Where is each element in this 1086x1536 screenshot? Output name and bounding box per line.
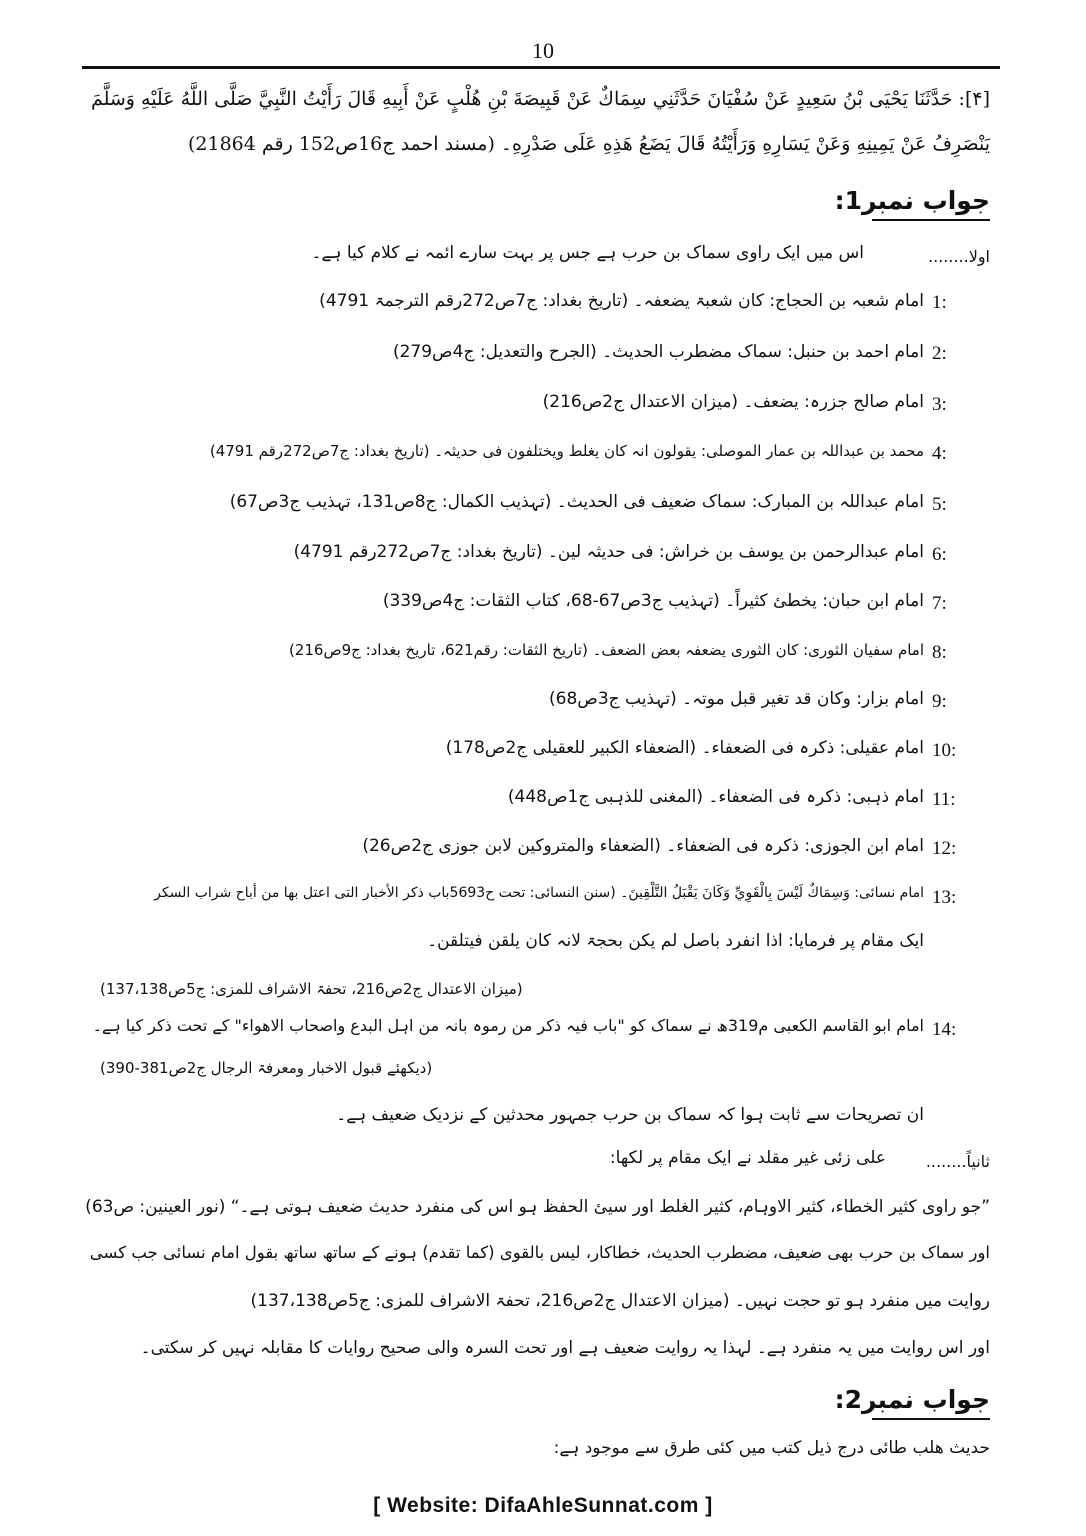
item-number: 6:	[932, 544, 947, 565]
hadith-line-1: [۴]: حَدَّثَنَا يَحْيَى بْنُ سَعِيدٍ عَنْ سُفْيَانَ حَدَّثَنِي سِمَاكٌ عَنْ قَبِيصَةَ بْنِ هُلْبٍ عَنْ أَبِيهِ قَالَ رَأَيْتُ النَّبِيَّ صَلَّى اللَّهُ عَلَيْهِ وَسَلَّمَ	[90, 88, 990, 110]
item14-reference-text: (دیکھئے قبول الاخبار ومعرفۃ الرجال ج2ص381-390)	[100, 1059, 433, 1077]
item-number: 5:	[932, 494, 947, 515]
list-item: امام احمد بن حنبل: سماک مضطرب الحدیث۔ (الجرح والتعدیل: ج4ص279)	[392, 342, 924, 362]
answer2-heading	[835, 1385, 990, 1414]
answer1-heading-underline	[872, 219, 990, 221]
item-number: 14:	[932, 1019, 957, 1040]
item-number: 10:	[932, 740, 957, 761]
item-number: 8:	[932, 642, 947, 663]
list-item: محمد بن عبداللہ بن عمار الموصلی: یقولون انہ کان یغلط ویختلفون فی حدیثہ۔ (تاریخ بغداد: ج7ص272رقم 4791)	[209, 442, 924, 460]
list-item: امام ذہبی: ذکرہ فی الضعفاء۔ (المغنی للذہبی ج1ص448)	[507, 787, 924, 807]
item13-reference-text: (میزان الاعتدال ج2ص216، تحفۃ الاشراف للمزی: ج5ص137،138)	[100, 980, 523, 998]
item13-continuation: ایک مقام پر فرمایا: اذا انفرد باصل لم یکن بحجۃ لانہ کان یلقن فیتلقن۔	[427, 931, 924, 951]
item14-reference	[100, 1059, 966, 1077]
hadith-line-2: يَنْصَرِفُ عَنْ يَمِينِهِ وَعَنْ يَسَارِهِ وَرَأَيْتُهُ قَالَ يَضَعُ هَذِهِ عَلَى صَدْرِهِ۔ (مسند احمد ج16ص152 رقم 21864)	[187, 133, 990, 155]
thaniyan-text: علی زئی غیر مقلد نے ایک مقام پر لکھا:	[609, 1148, 886, 1168]
page-number: 10	[532, 38, 554, 63]
paragraph-1-line-1: اور سماک بن حرب بھی ضعیف، مضطرب الحدیث، خطاکار، لیس بالقوی (کما تقدم) ہونے کے ساتھ ساتھ بقول امام نسائی جب کسی	[89, 1243, 990, 1262]
item-number: 11:	[932, 789, 956, 810]
item13-reference	[100, 980, 966, 998]
item-number: 7:	[932, 593, 947, 614]
list-item: امام ابن حبان: یخطئ کثیراً۔ (تہذیب ج3ص67-68، کتاب الثقات: ج4ص339)	[382, 591, 924, 611]
item-number: 13:	[932, 887, 957, 908]
website-footer: [ Website: DifaAhleSunnat.com ]	[373, 1494, 713, 1517]
conclusion-text: ان تصریحات سے ثابت ہوا کہ سماک بن حرب جمہور محدثین کے نزدیک ضعیف ہے۔	[336, 1105, 924, 1125]
list-item: امام نسائی: وَسِمَاكٌ لَيْسَ بِالْقَوِيِّ وَكَانَ يَقْبَلُ التَّلْقِينَ۔ (سنن النسائی: تحت ح5693باب ذکر الأخبار التی اعتل بھا من أباح شراب السکر	[154, 885, 924, 901]
item-number: 3:	[932, 394, 947, 415]
quote-text: ”جو راوی کثیر الخطاء، کثیر الاوہام، کثیر الغلط اور سیئ الحفظ ہو اس کی منفرد حدیث ضعیف ہوتی ہے۔“ (نور العینین: ص63)	[85, 1197, 990, 1217]
paragraph-1-line-2: روایت میں منفرد ہو تو حجت نہیں۔ (میزان الاعتدال ج2ص216، تحفۃ الاشراف للمزی: ج5ص137،138)	[250, 1291, 990, 1311]
awwalan-text: اس میں ایک راوی سماک بن حرب ہے جس پر بہت سارے ائمہ نے کلام کیا ہے۔	[311, 243, 864, 263]
answer2-heading-underline	[872, 1418, 990, 1420]
list-item: امام عبدالرحمن بن یوسف بن خراش: فی حدیثہ لین۔ (تاریخ بغداد: ج7ص272رقم 4791)	[293, 542, 924, 562]
answer1-heading-text: جواب نمبر1:	[834, 186, 990, 215]
list-item: امام ابن الجوزی: ذکرہ فی الضعفاء۔ (الضعفاء والمتروکین لابن جوزی ج2ص26)	[362, 836, 924, 856]
paragraph-2: اور اس روایت میں یہ منفرد ہے۔ لہذا یہ روایت ضعیف ہے اور تحت السرہ والی صحیح روایات کا مقابلہ نہیں کر سکتی۔	[140, 1338, 990, 1358]
list-item: امام عقیلی: ذکرہ فی الضعفاء۔ (الضعفاء الکبیر للعقیلی ج2ص178)	[445, 738, 924, 758]
answer1-heading	[835, 186, 990, 215]
list-item: امام ابو القاسم الکعبی م319ھ نے سماک کو "باب فیہ ذکر من رموہ بانہ من اہل البدع واصحاب الاھواء" کے تحت ذکر کیا ہے۔	[92, 1016, 924, 1035]
item-number: 4:	[932, 443, 947, 464]
answer2-heading-text: جواب نمبر2:	[834, 1385, 990, 1414]
list-item: امام سفیان الثوری: کان الثوری یضعفہ بعض الضعف۔ (تاریخ الثقات: رقم621، تاریخ بغداد: ج9ص216)	[288, 641, 924, 659]
list-item: امام شعبہ بن الحجاج: کان شعبۃ یضعفہ۔ (تاریخ بغداد: ج7ص272رقم الترجمۃ 4791)	[319, 291, 924, 311]
list-item: امام بزار: وکان قد تغیر قبل موتہ۔ (تہذیب ج3ص68)	[549, 689, 924, 709]
list-item: امام صالح جزرہ: یضعف۔ (میزان الاعتدال ج2ص216)	[542, 392, 924, 412]
header-rule	[82, 66, 1000, 69]
thaniyan-label: ثانیاً........	[925, 1152, 990, 1171]
awwalan-label: اولا........	[928, 247, 990, 266]
item-number: 12:	[932, 838, 957, 859]
answer2-text: حدیث ھلب طائی درج ذیل کتب میں کئی طرق سے موجود ہے:	[553, 1438, 990, 1458]
item-number: 2:	[932, 343, 947, 364]
item-number: 9:	[932, 691, 947, 712]
item-number: 1:	[932, 292, 947, 313]
list-item: امام عبداللہ بن المبارک: سماک ضعیف فی الحدیث۔ (تہذیب الکمال: ج8ص131، تہذیب ج3ص67)	[229, 492, 924, 512]
